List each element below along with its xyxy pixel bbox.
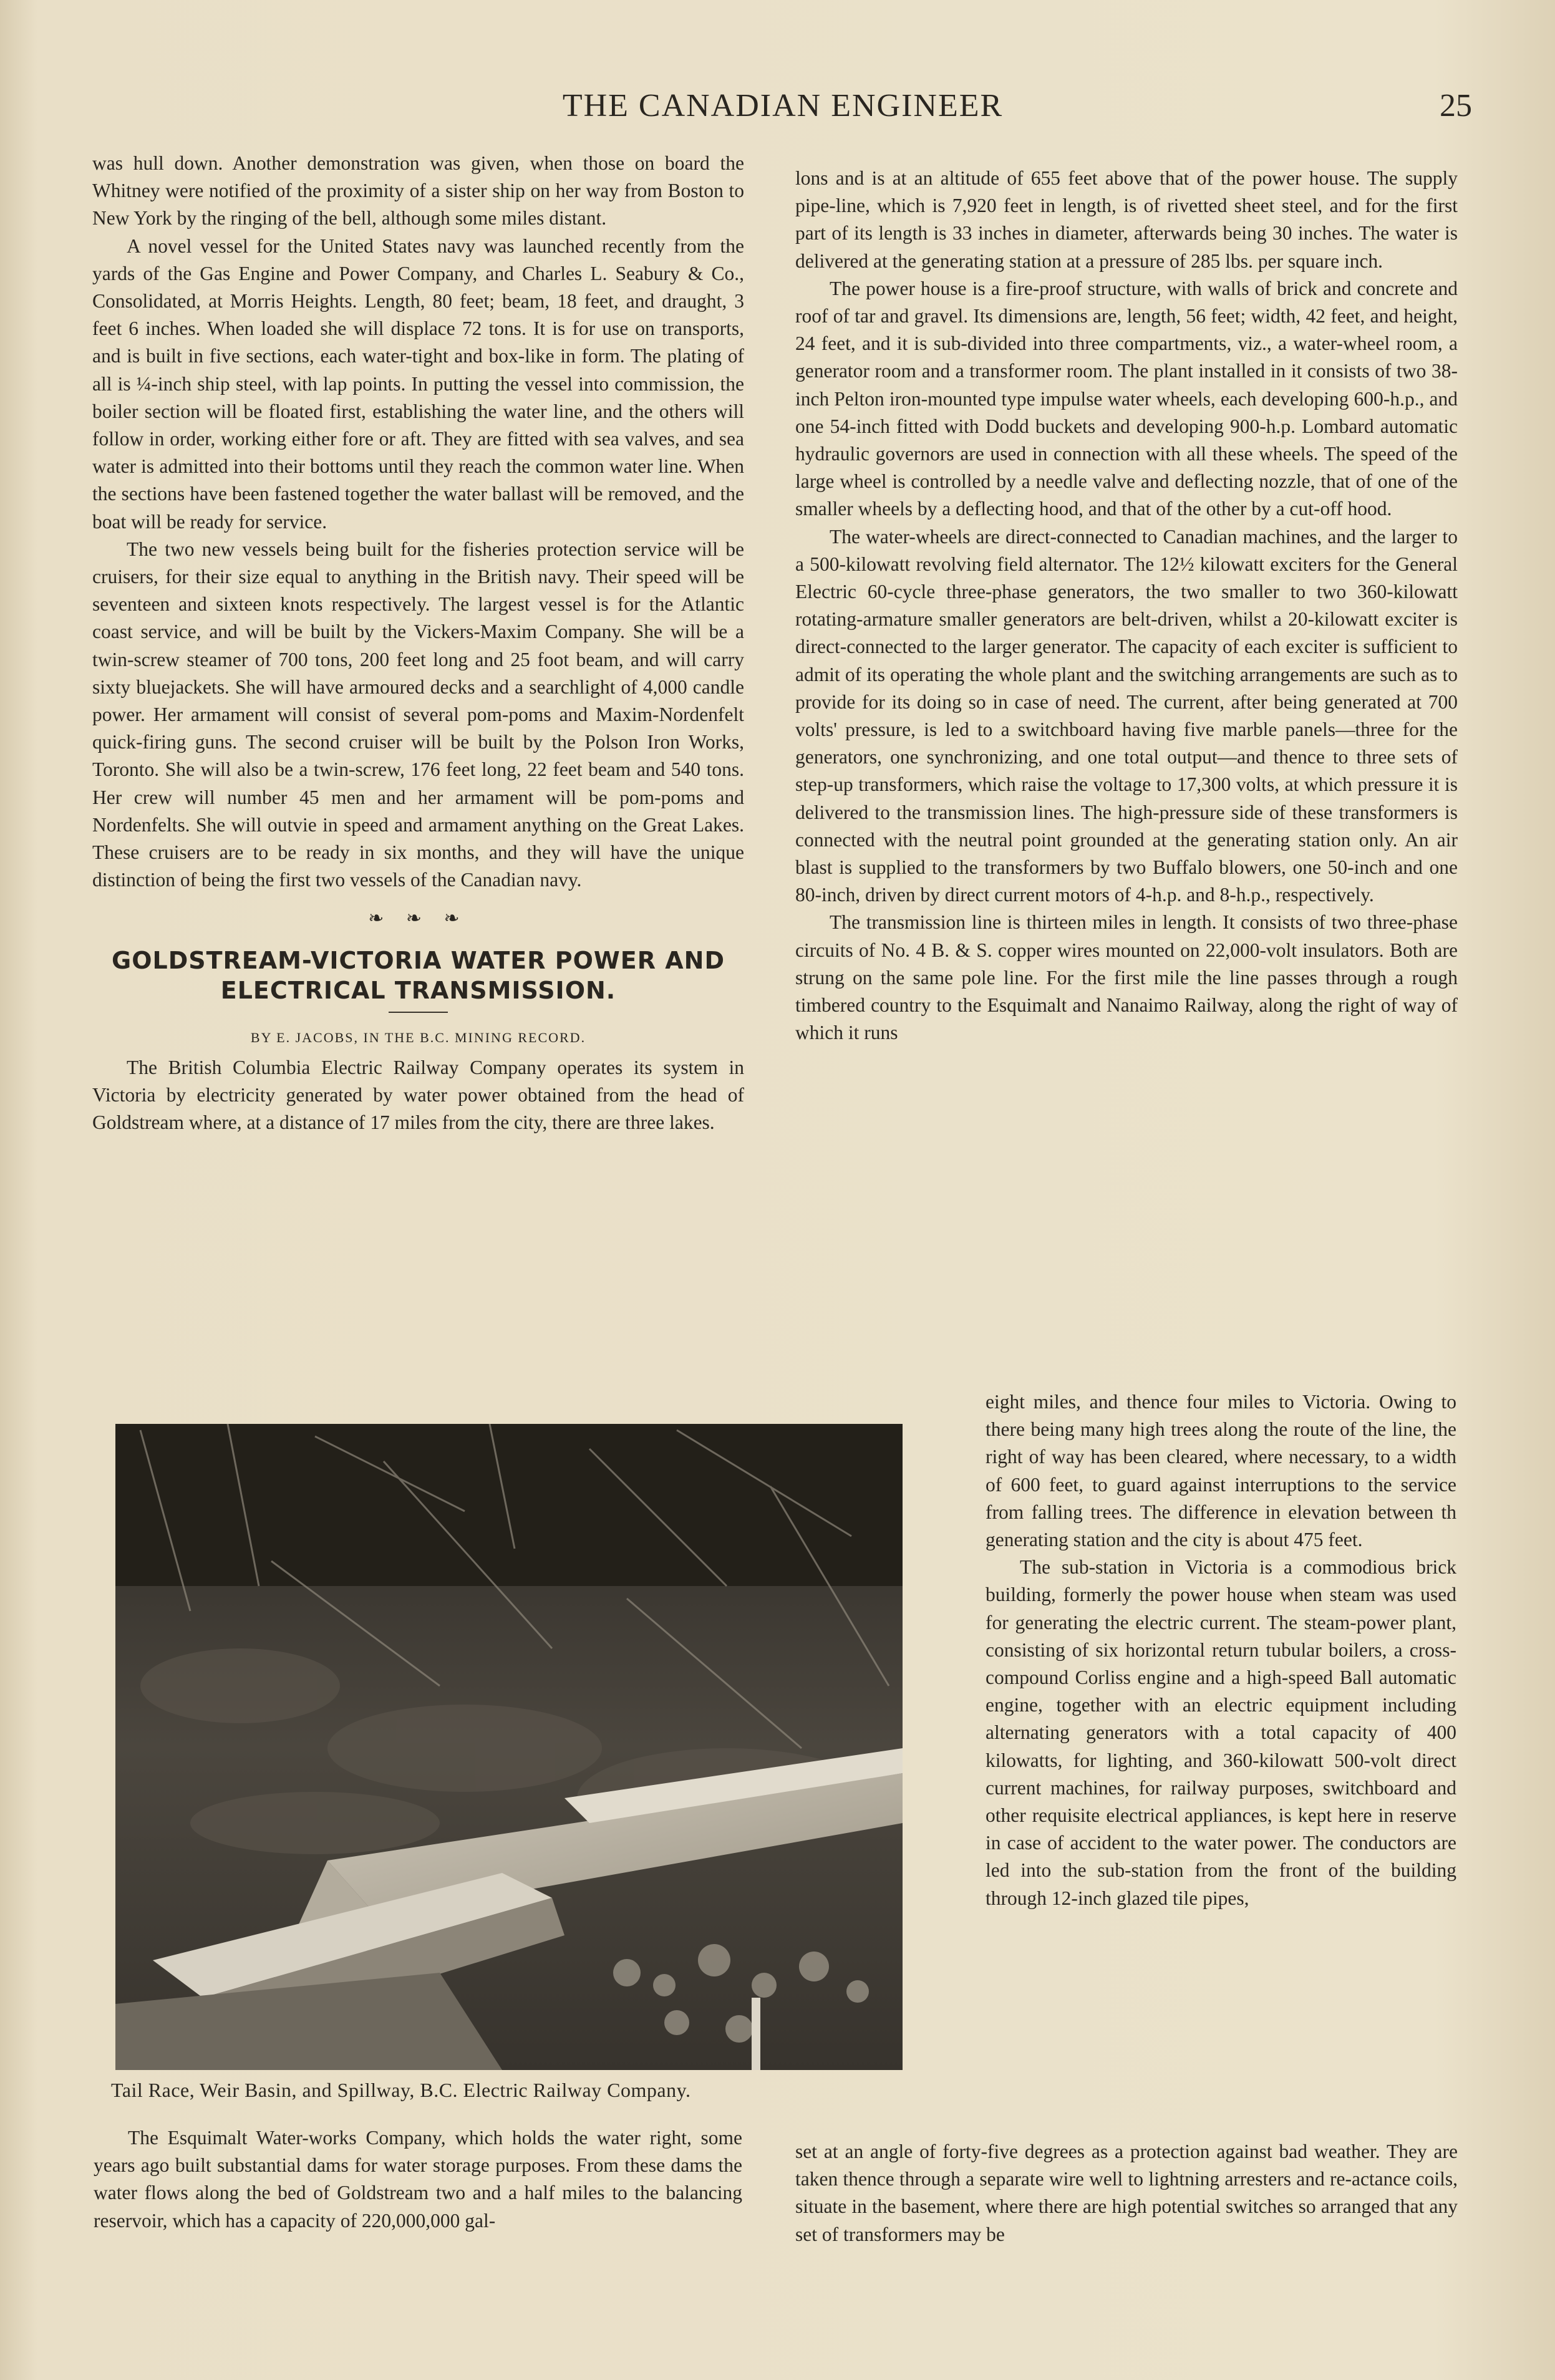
- paragraph: The two new vessels being built for the fisheries protection service will be cruisers, for their size equal to anything in the British navy. Their speed will be seventeen and sixteen knots respectively. The largest vessel is for the Atlantic coast service, and will be built by the Vickers-Maxim Company. She will be a twin-screw steamer of 700 tons, 200 feet long and 25 foot beam, and will carry sixty bluejackets. She will have armoured decks and a searchlight of 4,000 candle power. Her armament will consist of several pom-poms and Maxim-Nordenfelt quick-firing guns. The second cruiser will be built by the Polson Iron Works, Toronto. She will also be a twin-screw, 176 feet long, 22 feet beam and 540 tons. Her crew will number 45 men and her armament will be pom-poms and Nordenfelts. She will outvie in speed and armament anything on the Great Lakes. These cruisers are to be ready in six months, and they will have the unique distinction of being the first two vessels of the Canadian navy.: [92, 538, 744, 891]
- paragraph: The water-wheels are direct-connected to Canadian machines, and the larger to a 500-kilowatt revolving field alternator. The 12½ kilowatt exciters for the General Electric 60-cycle three-phase generators, the two smaller to two 360-kilowatt rotating-armature smaller generators are belt-driven, whilst a 20-kilowatt exciter is direct-connected to the larger generator. The capacity of each exciter is sufficient to admit of its operating the whole plant and the switching arrangements are such as to provide for its doing so in case of need. The current, after being generated at 700 volts' pressure, is led to a switchboard having five marble panels—three for the generators, one synchronizing, and one total output—and thence to three sets of step-up transformers, which raise the voltage to 17,300 volts, at which pressure it is delivered to the transmission lines. The high-pressure side of these transformers is connected with the neutral point grounded at the generating station only. An air blast is supplied to the transformers by two Buffalo blowers, one 50-inch and one 80-inch, driven by direct current motors of 4-h.p. and 8-h.p., respectively.: [795, 525, 1458, 906]
- photo-illustration: [115, 1424, 903, 2070]
- page-number: 25: [1440, 88, 1472, 123]
- running-title: THE CANADIAN ENGINEER: [562, 88, 1004, 123]
- right-column: [795, 165, 1458, 1047]
- paragraph: A novel vessel for the United States navy was launched recently from the yards of the Gas Engine and Power Company, and Charles L. Seabury & Co., Consolidated, at Morris Heights. Length, 80 feet; beam, 18 feet, and draught, 3 feet 6 inches. When loaded she will displace 72 tons. It is for use on transports, and is built in five sections, each water-tight and box-like in form. The plating of all is ¼-inch ship steel, with lap points. In putting the vessel into commission, the boiler section will be floated first, establishing the water line, and the others will follow in order, working either fore or aft. They are fitted with sea valves, and sea water is admitted into their bottoms until they reach the common water line. When the sections have been fastened together the water ballast will be removed, and the boat will be ready for service.: [92, 235, 744, 533]
- right-bottom-column: [795, 2138, 1458, 2248]
- article-title: [92, 946, 744, 1005]
- paragraph: The power house is a fire-proof structure, with walls of brick and concrete and roof of tar and gravel. Its dimensions are, length, 56 feet; width, 42 feet, and height, 24 feet, and it is sub-divided into three compartments, viz., a water-wheel room, a generator room and a transformer room. The plant installed in it consists of two 38-inch Pelton iron-mounted type impulse water wheels, each developing 600-h.p., and one 54-inch fitted with Dodd buckets and developing 900-h.p. Lombard automatic hydraulic governors are used in connection with all these wheels. The speed of the large wheel is controlled by a needle valve and deflecting nozzle, that of one of the smaller wheels by a deflecting hood, and that of the other by a cut-off hood.: [795, 277, 1458, 520]
- article-title-line: ELECTRICAL TRANSMISSION.: [220, 976, 616, 1004]
- paragraph: The British Columbia Electric Railway Company operates its system in Victoria by electricity generated by water power obtained from the head of Goldstream where, at a distance of 17 miles from the city, there are three lakes.: [92, 1056, 744, 1134]
- byline: BY E. JACOBS, IN THE B.C. MINING RECORD.: [250, 1029, 586, 1045]
- left-column: [92, 150, 744, 1137]
- section-ornament: ❧ ❧ ❧: [368, 908, 468, 929]
- paragraph: The transmission line is thirteen miles in length. It consists of two three-phase circuits of No. 4 B. & S. copper wires mounted on 22,000-volt insulators. Both are strung on the same pole line. For the first mile the line passes through a rough timbered country to the Esquimalt and Nanaimo Railway, along the right of way of which it runs: [795, 911, 1458, 1044]
- paragraph: set at an angle of forty-five degrees as a protection against bad weather. They are taken thence through a separate wire well to lightning arresters and re-actance coils, situate in the basement, where there are high potential switches so arranged that any set of transformers may be: [795, 2141, 1458, 2245]
- article-title-line: GOLDSTREAM-VICTORIA WATER POWER AND: [112, 946, 725, 974]
- paragraph: eight miles, and thence four miles to Victoria. Owing to there being many high trees along the route of the line, the right of way has been cleared, where necessary, to a width of 600 feet, to guard against interruptions to the service from falling trees. The difference in elevation between th generating station and the city is about 475 feet.: [986, 1391, 1456, 1551]
- photograph-tail-race: [115, 1424, 903, 2070]
- left-bottom-column: [94, 2124, 742, 2235]
- paragraph: was hull down. Another demonstration was given, when those on board the Whitney were notified of the proximity of a sister ship on her way from Boston to New York by the ringing of the bell, although some miles distant.: [92, 152, 744, 230]
- page-header: [94, 87, 1472, 137]
- paragraph: The Esquimalt Water-works Company, which holds the water right, some years ago built substantial dams for water storage purposes. From these dams the water flows along the bed of Goldstream two and a half miles to the balancing reservoir, which has a capacity of 220,000,000 gal-: [94, 2127, 742, 2232]
- paragraph: lons and is at an altitude of 655 feet above that of the power house. The supply pipe-line, which is 7,920 feet in length, is of rivetted sheet steel, and for the first part of its length is 33 inches in diameter, afterwards being 30 inches. The water is delivered at the generating station at a pressure of 285 lbs. per square inch.: [795, 167, 1458, 272]
- right-narrow-column: [986, 1388, 1456, 1912]
- paragraph: The sub-station in Victoria is a commodious brick building, formerly the power house when steam was used for generating the electric current. The steam-power plant, consisting of six horizontal return tubular boilers, a cross-compound Corliss engine and a high-speed Ball automatic engine, together with an electric equipment including alternating generators with a total capacity of 400 kilowatts, for lighting, and 360-kilowatt 500-volt direct current machines, for railway purposes, switchboard and other requisite electrical appliances, is kept here in reserve in case of accident to the water power. The conductors are led into the sub-station from the front of the building through 12-inch glazed tile pipes,: [986, 1556, 1456, 1909]
- figure-caption: Tail Race, Weir Basin, and Spillway, B.C. Electric Railway Company.: [111, 2079, 691, 2101]
- title-rule: [389, 1012, 448, 1013]
